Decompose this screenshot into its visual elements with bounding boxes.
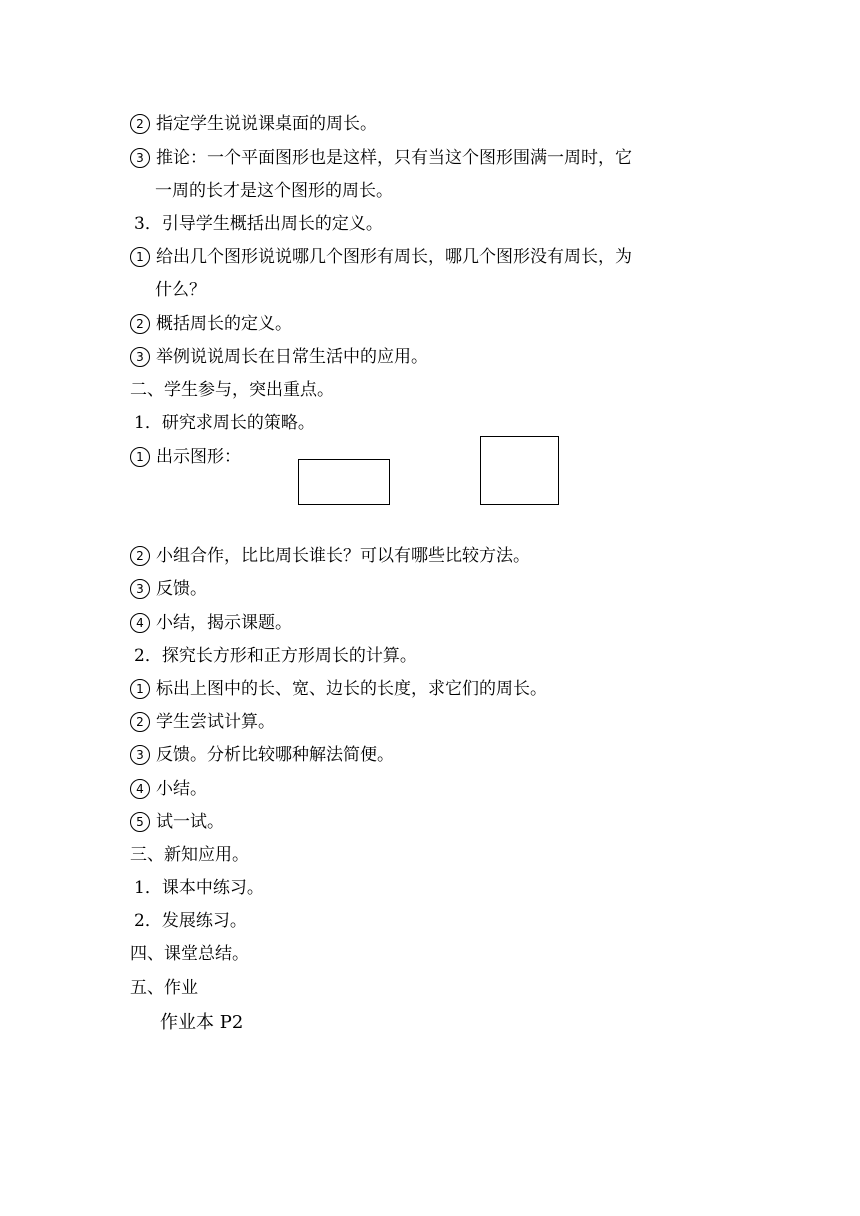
subsection-heading [134, 910, 247, 932]
line-text: 五、作业 [130, 978, 198, 998]
step-line [130, 711, 275, 733]
circled-number-marker: 1 [130, 247, 150, 267]
continuation-line [155, 279, 206, 301]
section-heading [130, 379, 334, 401]
circled-number-marker: 2 [130, 712, 150, 732]
line-text: 推论：一个平面图形也是这样，只有当这个图形围满一周时，它 [156, 148, 632, 168]
line-text: 给出几个图形说说哪几个图形有周长，哪几个图形没有周长，为 [156, 247, 632, 267]
section-heading [130, 977, 198, 999]
line-text: 2．发展练习。 [134, 911, 247, 931]
circled-number-marker: 1 [130, 679, 150, 699]
circled-number-marker: 3 [130, 148, 150, 168]
step-line [130, 678, 547, 700]
step-line [130, 446, 241, 468]
step-line [130, 313, 292, 335]
step-line [130, 113, 377, 135]
line-text: 四、课堂总结。 [130, 944, 249, 964]
line-text: 反馈。 [156, 579, 207, 599]
step-line [130, 545, 530, 567]
line-text: 二、学生参与，突出重点。 [130, 380, 334, 400]
step-line [130, 811, 224, 833]
line-text: 概括周长的定义。 [156, 314, 292, 334]
step-line [130, 346, 428, 368]
step-line [130, 612, 292, 634]
subsection-heading [134, 645, 417, 667]
line-text: 1．课本中练习。 [134, 878, 264, 898]
circled-number-marker: 3 [130, 745, 150, 765]
circled-number-marker: 2 [130, 546, 150, 566]
circled-number-marker: 5 [130, 812, 150, 832]
line-text: 3．引导学生概括出周长的定义。 [134, 214, 383, 234]
line-text: 作业本 P2 [160, 1012, 244, 1033]
circled-number-marker: 3 [130, 579, 150, 599]
line-text: 三、新知应用。 [130, 845, 249, 865]
line-text: 标出上图中的长、宽、边长的长度，求它们的周长。 [156, 679, 547, 699]
subsection-heading [134, 213, 383, 235]
step-line [130, 778, 207, 800]
line-text: 反馈。分析比较哪种解法简便。 [156, 745, 394, 765]
line-text: 小组合作，比比周长谁长？可以有哪些比较方法。 [156, 546, 530, 566]
line-text: 举例说说周长在日常生活中的应用。 [156, 347, 428, 367]
line-text: 什么？ [155, 280, 206, 300]
circled-number-marker: 4 [130, 613, 150, 633]
step-line [130, 246, 632, 268]
continuation-line [155, 180, 393, 202]
circled-number-marker: 3 [130, 347, 150, 367]
line-text: 2．探究长方形和正方形周长的计算。 [134, 646, 417, 666]
line-text: 试一试。 [156, 812, 224, 832]
line-text: 1．研究求周长的策略。 [134, 413, 315, 433]
step-line [130, 578, 207, 600]
square-figure [480, 436, 559, 505]
circled-number-marker: 2 [130, 314, 150, 334]
line-text: 出示图形： [156, 447, 241, 467]
rectangle-figure [298, 459, 390, 505]
step-line [130, 147, 632, 169]
line-text: 一周的长才是这个图形的周长。 [155, 181, 393, 201]
section-heading [130, 844, 249, 866]
subsection-heading [134, 412, 315, 434]
circled-number-marker: 1 [130, 447, 150, 467]
subsection-heading [134, 877, 264, 899]
step-line [130, 744, 394, 766]
line-text: 小结，揭示课题。 [156, 613, 292, 633]
homework-line [160, 1012, 243, 1034]
line-text: 小结。 [156, 779, 207, 799]
circled-number-marker: 2 [130, 114, 150, 134]
section-heading [130, 943, 249, 965]
line-text: 指定学生说说课桌面的周长。 [156, 114, 377, 134]
line-text: 学生尝试计算。 [156, 712, 275, 732]
circled-number-marker: 4 [130, 779, 150, 799]
